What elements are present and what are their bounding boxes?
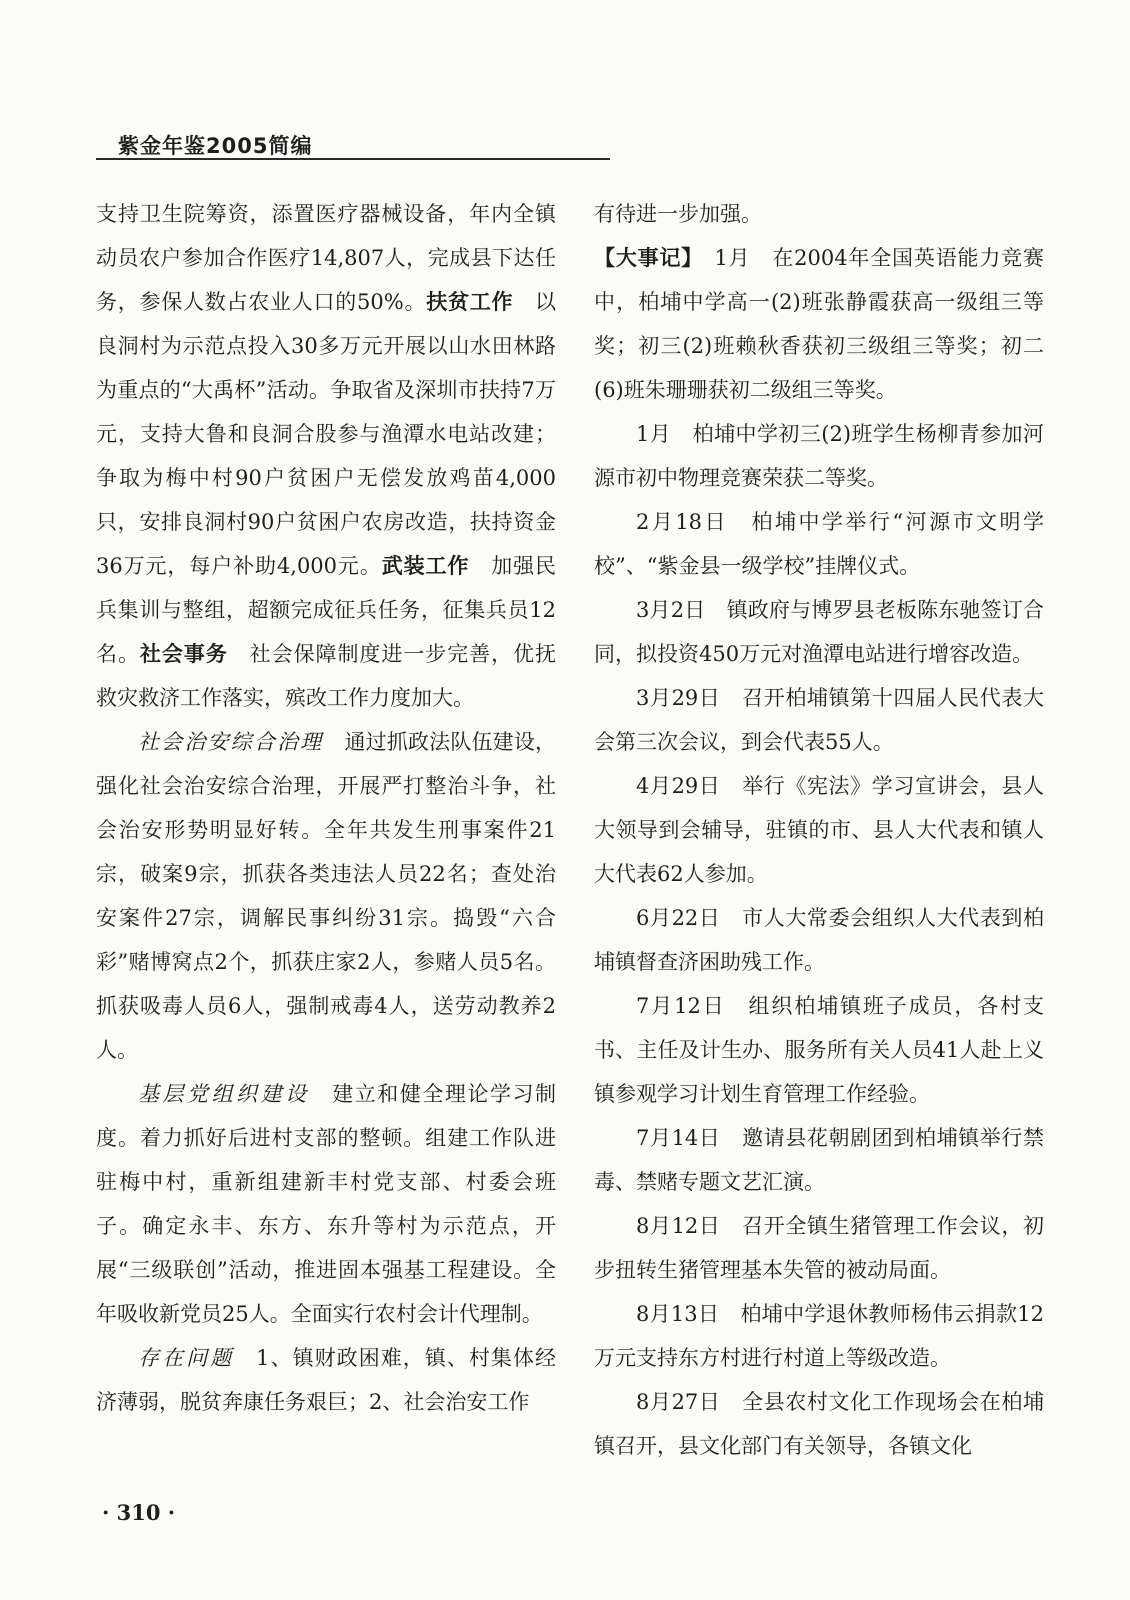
event-entry: 8月12日 召开全镇生猪管理工作会议，初步扭转生猪管理基本失管的被动局面。 [594, 1214, 1044, 1282]
text-run: 1、镇财政困难，镇、村集体经济薄弱，脱贫奔康任务艰巨；2、社会治安工作 [96, 1346, 556, 1414]
event-entry: 3月29日 召开柏埔镇第十四届人民代表大会第三次会议，到会代表55人。 [594, 686, 1044, 754]
page-number: · 310 · [102, 1500, 176, 1525]
paragraph [96, 720, 556, 1072]
section-heading: 武装工作 [381, 554, 470, 578]
text-run: 通过抓政法队伍建设，强化社会治安综合治理，开展严打整治斗争，社会治安形势明显好转。全年共发生刑事案件21宗，破案9宗，抓获各类违法人员22名；查处治安案件27宗，调解民事纠纷31宗。捣毁“六合彩”赌博窝点2个，抓获庄家2人，参赌人员5名。抓获吸毒人员6人，强制戒毒4人，送劳动教养2人。 [96, 730, 557, 1062]
paragraph [96, 1072, 556, 1336]
event-entry: 3月2日 镇政府与博罗县老板陈东驰签订合同，拟投资450万元对渔潭电站进行增容改造。 [594, 598, 1044, 666]
subsection-heading: 存在问题 [138, 1346, 235, 1370]
subsection-heading: 基层党组织建设 [138, 1082, 310, 1106]
event-entry: 8月27日 全县农村文化工作现场会在柏埔镇召开，县文化部门有关领导，各镇文化 [594, 1390, 1044, 1458]
event-entry: 1月 柏埔中学初三(2)班学生杨柳青参加河源市初中物理竞赛荣获二等奖。 [594, 422, 1044, 490]
paragraph: 有待进一步加强。 [594, 202, 762, 226]
left-column [96, 192, 556, 1424]
text-run: 加强民兵集训与整组，超额完成征兵任务，征集兵员12名。 [96, 554, 557, 666]
section-heading: 扶贫工作 [426, 290, 514, 314]
event-entry: 7月12日 组织柏埔镇班子成员，各村支书、主任及计生办、服务所有关人员41人赴上义镇参观学习计划生育管理工作经验。 [594, 994, 1044, 1106]
event-entry: 7月14日 邀请县花朝剧团到柏埔镇举行禁毒、禁赌专题文艺汇演。 [594, 1126, 1044, 1194]
event-entry: 6月22日 市人大常委会组织人大代表到柏埔镇督查济困助残工作。 [594, 906, 1044, 974]
text-run: 支持卫生院筹资，添置医疗器械设备，年内全镇动员农户参加合作医疗14,807人，完成县下达任务，参保人数占农业人口的50%。 [96, 202, 556, 314]
paragraph [96, 1336, 556, 1424]
right-column [594, 192, 1044, 1468]
header-rule [96, 158, 610, 160]
paragraph [594, 236, 1044, 412]
text-run: 社会保障制度进一步完善，优抚救灾救济工作落实，殡改工作力度加大。 [96, 642, 557, 710]
event-entry: 8月13日 柏埔中学退休教师杨伟云捐款12万元支持东方村进行村道上等级改造。 [594, 1302, 1044, 1370]
text-run: 1月 在2004年全国英语能力竞赛中，柏埔中学高一(2)班张静霞获高一级组三等奖；初三(2)班赖秋香获初三级组三等奖；初二(6)班朱珊珊获初二级组三等奖。 [594, 246, 1045, 402]
text-run: 建立和健全理论学习制度。着力抓好后进村支部的整顿。组建工作队进驻梅中村，重新组建新丰村党支部、村委会班子。确定永丰、东方、东升等村为示范点，开展“三级联创”活动，推进固本强基工程建设。全年吸收新党员25人。全面实行农村会计代理制。 [96, 1082, 557, 1326]
subsection-heading: 社会治安综合治理 [138, 730, 324, 754]
running-header: 紫金年鉴2005简编 [118, 134, 313, 158]
text-run: 以良洞村为示范点投入30多万元开展以山水田林路为重点的“大禹杯”活动。争取省及深圳市扶持7万元，支持大鲁和良洞合股参与渔潭水电站改建；争取为梅中村90户贫困户无偿发放鸡苗4,000只，安排良洞村90户贫困户农房改造，扶持资金36万元，每户补助4,000元。 [96, 290, 557, 578]
section-heading: 【大事记】 [594, 246, 693, 270]
section-heading: 社会事务 [139, 642, 228, 666]
event-entry: 2月18日 柏埔中学举行“河源市文明学校”、“紫金县一级学校”挂牌仪式。 [594, 510, 1044, 578]
event-entry: 4月29日 举行《宪法》学习宣讲会，县人大领导到会辅导，驻镇的市、县人大代表和镇人大代表62人参加。 [594, 774, 1044, 886]
paragraph [96, 192, 556, 720]
